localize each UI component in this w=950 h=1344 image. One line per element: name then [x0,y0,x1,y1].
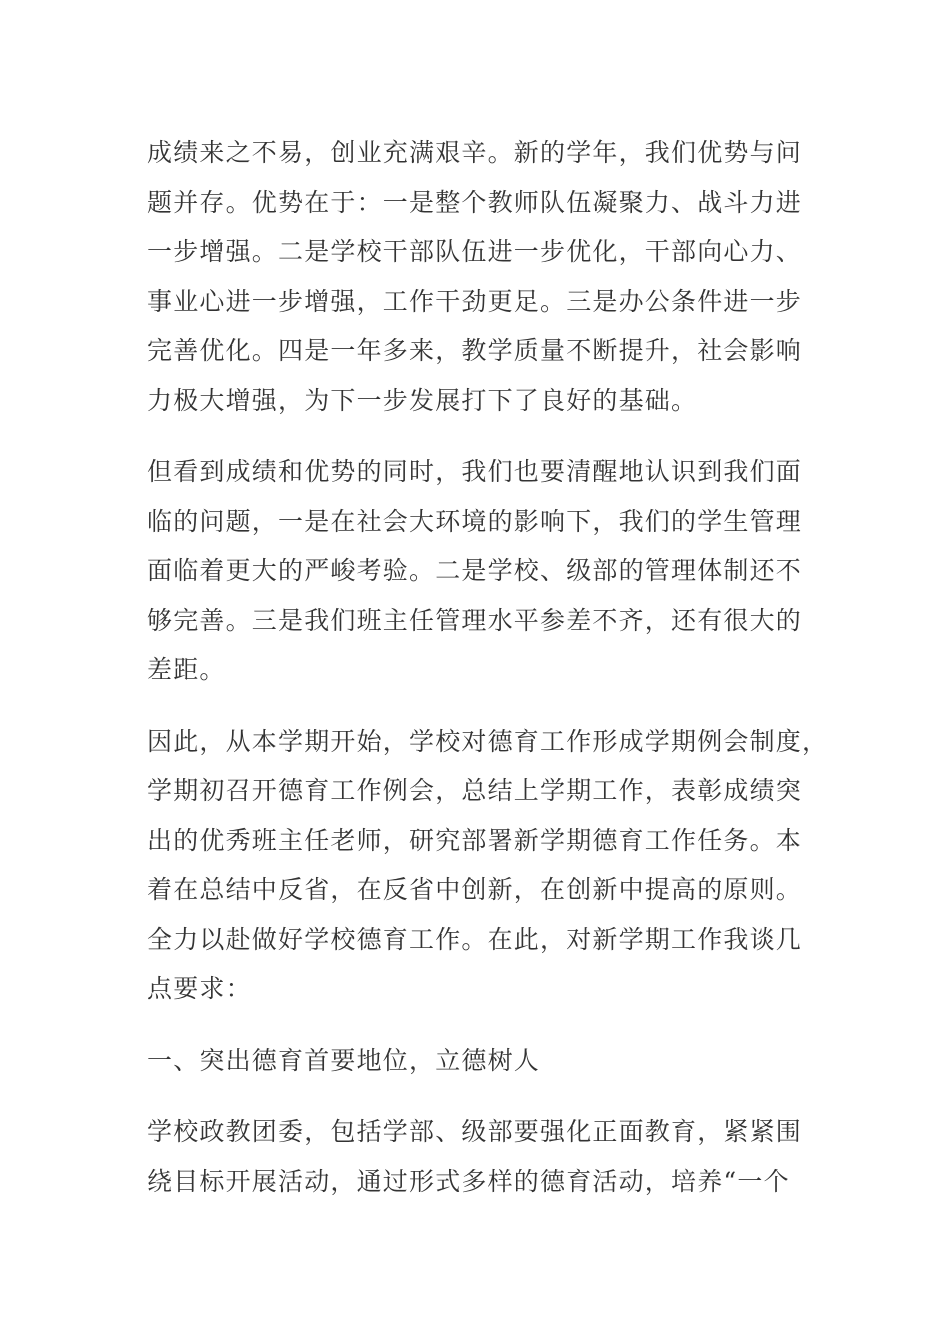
text-line: 力极大增强，为下一步发展打下了良好的基础。 [147,385,698,415]
text-line: 全力以赴做好学校德育工作。在此，对新学期工作我谈几 [147,924,803,954]
text-line: 题并存。优势在于：一是整个教师队伍凝聚力、战斗力进 [147,187,803,217]
text-line: 够完善。三是我们班主任管理水平参差不齐，还有很大的 [147,605,803,635]
paragraph-2 [147,447,807,695]
text-line: 面临着更大的严峻考验。二是学校、级部的管理体制还不 [147,556,803,585]
text-line: 绕目标开展活动，通过形式多样的德育活动，培养“一个 [147,1166,790,1196]
text-line: 成绩来之不易，创业充满艰辛。新的学年，我们优势与问 [147,138,803,167]
text-line: 出的优秀班主任老师，研究部署新学期德育工作任务。本 [147,825,803,855]
text-line: 临的问题，一是在社会大环境的影响下，我们的学生管理 [147,506,803,536]
paragraph-4 [147,1107,807,1206]
text-line: 差距。 [147,655,226,684]
paragraph-3 [147,717,829,1014]
paragraph-1 [147,128,807,425]
text-line: 因此，从本学期开始，学校对德育工作形成学期例会制度， [147,726,829,756]
document-body [147,128,829,1228]
text-line: 着在总结中反省，在反省中创新，在创新中提高的原则。 [147,875,803,904]
text-line: 事业心进一步增强，工作干劲更足。三是办公条件进一步 [147,286,803,316]
section-heading [147,1036,807,1086]
text-line: 学期初召开德育工作例会，总结上学期工作，表彰成绩突 [147,776,803,805]
text-line: 但看到成绩和优势的同时，我们也要清醒地认识到我们面 [147,457,803,486]
text-line: 完善优化。四是一年多来，教学质量不断提升，社会影响 [147,336,803,365]
text-line: 点要求： [147,974,252,1003]
text-line: 一步增强。二是学校干部队伍进一步优化，干部向心力、 [147,237,803,266]
text-line: 学校政教团委，包括学部、级部要强化正面教育，紧紧围 [147,1117,803,1146]
heading-text: 一、突出德育首要地位，立德树人 [147,1045,541,1075]
